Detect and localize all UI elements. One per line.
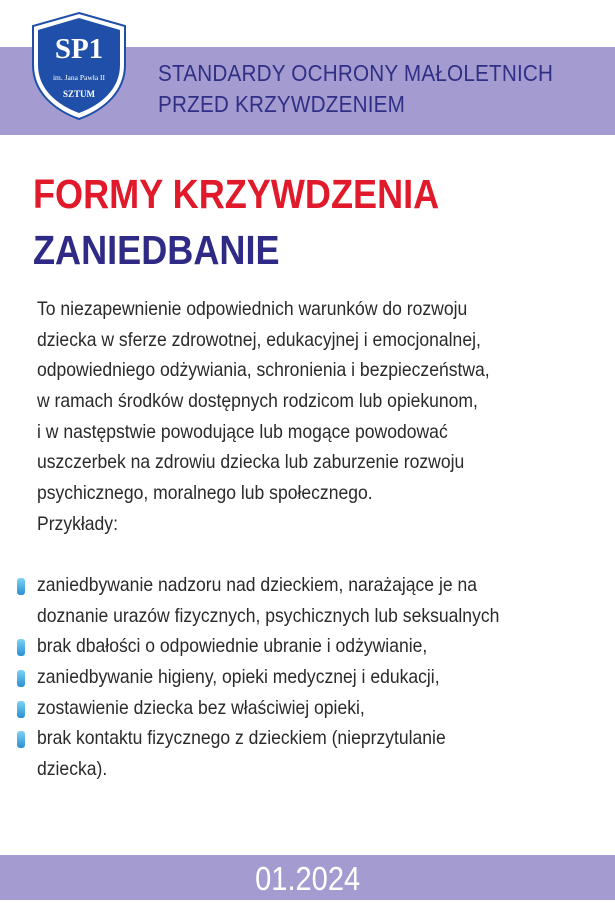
logo-subtitle: im. Jana Pawła II	[52, 73, 106, 82]
list-item	[13, 723, 551, 784]
bullet-icon	[17, 701, 25, 718]
header-title-line: STANDARDY OCHRONY MAŁOLETNICH	[158, 60, 554, 86]
bullet-icon	[17, 670, 25, 687]
examples-label: Przykłady:	[37, 512, 118, 535]
shield-icon	[28, 10, 130, 122]
list-item	[13, 570, 551, 631]
paragraph-line: i w następstwie powodujące lub mogące powodować	[37, 420, 448, 443]
bullet-icon	[17, 731, 25, 748]
list-item-line: zostawienie dziecka bez właściwiej opieki,	[37, 696, 365, 719]
header-title	[158, 58, 563, 120]
list-item-line: brak kontaktu fizycznego z dzieckiem (nieprzytulanie	[37, 727, 446, 750]
page-heading: FORMY KRZYWDZENIA	[33, 171, 440, 217]
paragraph-line: uszczerbek na zdrowiu dziecka lub zaburzenie rozwoju	[37, 451, 465, 474]
paragraph-line: psychicznego, moralnego lub społecznego.	[37, 482, 373, 505]
examples-list	[13, 570, 551, 785]
school-logo	[28, 10, 130, 122]
paragraph-line: odpowiedniego odżywiania, schronienia i bezpieczeństwa,	[37, 359, 490, 382]
list-item-line: zaniedbywanie nadzoru nad dzieckiem, narażające je na	[37, 574, 478, 596]
definition-paragraph	[37, 294, 540, 540]
list-item-line: doznanie urazów fizycznych, psychicznych lub seksualnych	[37, 604, 500, 627]
paragraph-line: dziecka w sferze zdrowotnej, edukacyjnej i emocjonalnej,	[37, 328, 481, 351]
footer-date	[0, 855, 615, 900]
bullet-icon	[17, 578, 25, 595]
list-item-line: dziecka).	[37, 758, 108, 781]
header-title-line: PRZED KRZYWDZENIEM	[158, 91, 406, 117]
list-item	[13, 631, 551, 662]
list-item-line: brak dbałości o odpowiednie ubranie i odżywianie,	[37, 635, 428, 658]
list-item	[13, 662, 551, 693]
paragraph-line: To niezapewnienie odpowiednich warunków do rozwoju	[37, 298, 468, 320]
footer-date-text: 01.2024	[255, 860, 360, 897]
logo-main-text: SP1	[54, 33, 104, 65]
list-item-line: zaniedbywanie higieny, opieki medycznej i edukacji,	[37, 666, 440, 689]
logo-town: SZTUM	[62, 89, 96, 99]
paragraph-line: w ramach środków dostępnych rodzicom lub opiekunom,	[37, 390, 478, 413]
list-item	[13, 693, 551, 724]
bullet-icon	[17, 639, 25, 656]
page-subheading: ZANIEDBANIE	[33, 227, 280, 273]
